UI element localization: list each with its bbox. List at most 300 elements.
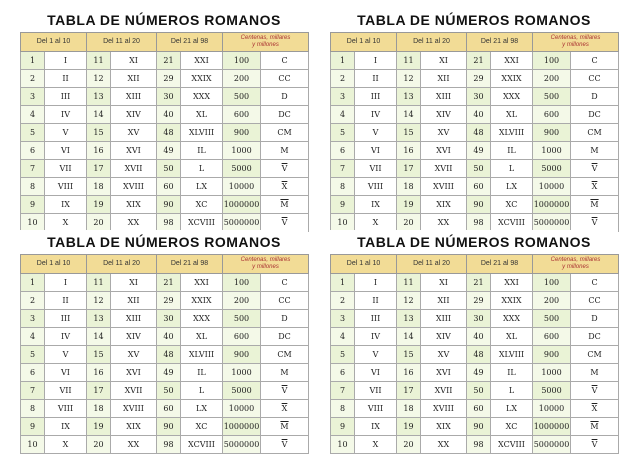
arabic-number-cell: 60 [157, 400, 181, 418]
arabic-number-cell: 8 [21, 400, 45, 418]
roman-numeral-cell: IL [181, 142, 223, 160]
arabic-number-cell: 9 [331, 418, 355, 436]
arabic-number-cell: 12 [397, 292, 421, 310]
roman-numeral-cell: XVII [111, 382, 157, 400]
arabic-number-cell: 12 [87, 292, 111, 310]
arabic-number-cell: 7 [21, 382, 45, 400]
roman-numeral-cell: LX [181, 400, 223, 418]
roman-numeral-cell: VI [45, 364, 87, 382]
roman-numeral-cell: XVII [421, 160, 467, 178]
arabic-number-cell: 10000 [223, 178, 261, 196]
arabic-number-cell: 19 [87, 418, 111, 436]
roman-numeral-cell: XVIII [421, 178, 467, 196]
roman-numeral-cell: II [45, 292, 87, 310]
arabic-number-cell: 21 [467, 52, 491, 70]
arabic-number-cell: 3 [21, 88, 45, 106]
table-row [331, 274, 619, 292]
roman-numeral-cell: D [261, 310, 309, 328]
roman-numeral-cell: XIV [111, 328, 157, 346]
arabic-number-cell: 10000 [533, 178, 571, 196]
arabic-number-cell: 98 [467, 436, 491, 454]
arabic-number-cell: 48 [157, 124, 181, 142]
roman-numeral-cell: LX [181, 178, 223, 196]
roman-numeral-cell: XCVIII [181, 214, 223, 232]
arabic-number-cell: 1000000 [533, 418, 571, 436]
arabic-number-cell: 1000000 [223, 196, 261, 214]
roman-numeral-cell: XV [421, 346, 467, 364]
arabic-number-cell: 500 [533, 310, 571, 328]
arabic-number-cell: 49 [157, 142, 181, 160]
header-row [331, 255, 619, 274]
header-row [21, 33, 309, 52]
table-row [21, 196, 309, 214]
roman-numeral-cell: VII [355, 160, 397, 178]
roman-numeral-cell: II [355, 70, 397, 88]
roman-numeral-cell: CM [571, 346, 619, 364]
table-row [21, 70, 309, 88]
roman-numeral-cell: CC [571, 292, 619, 310]
arabic-number-cell: 1000 [533, 364, 571, 382]
column-header [533, 255, 619, 274]
arabic-number-cell: 5 [331, 346, 355, 364]
arabic-number-cell: 200 [223, 292, 261, 310]
table-row [21, 52, 309, 70]
arabic-number-cell: 30 [157, 88, 181, 106]
table-row [21, 364, 309, 382]
table-row [331, 70, 619, 88]
roman-numeral-cell: XXI [491, 52, 533, 70]
table-row [21, 88, 309, 106]
roman-numeral-cell: XIII [111, 310, 157, 328]
table-row [21, 292, 309, 310]
roman-numerals-table [330, 254, 619, 454]
roman-numerals-table [330, 32, 619, 232]
roman-numeral-cell: XXX [491, 88, 533, 106]
arabic-number-cell: 12 [87, 70, 111, 88]
arabic-number-cell: 15 [397, 346, 421, 364]
column-header-line: Centenas, millares [240, 35, 291, 41]
column-header [533, 33, 619, 52]
roman-numeral-cell: XII [111, 292, 157, 310]
roman-numeral-cell: $\overline{X}$ [571, 178, 619, 196]
arabic-number-cell: 9 [21, 196, 45, 214]
arabic-number-cell: 60 [467, 400, 491, 418]
roman-numeral-cell: L [491, 160, 533, 178]
roman-numeral-cell: IX [45, 418, 87, 436]
column-header: Del 11 al 20 [87, 255, 157, 274]
roman-numeral-cell: IX [355, 196, 397, 214]
arabic-number-cell: 10000 [223, 400, 261, 418]
roman-numeral-cell: XX [111, 214, 157, 232]
roman-numeral-cell: XLVIII [181, 124, 223, 142]
arabic-number-cell: 19 [397, 196, 421, 214]
roman-numeral-cell: X [45, 214, 87, 232]
table-title: TABLA DE NÚMEROS ROMANOS [357, 12, 591, 28]
arabic-number-cell: 9 [21, 418, 45, 436]
roman-numeral-cell: CM [261, 124, 309, 142]
roman-numeral-cell: IX [45, 196, 87, 214]
arabic-number-cell: 10 [21, 436, 45, 454]
arabic-number-cell: 30 [467, 88, 491, 106]
roman-numeral-cell: $\overline{V}$ [261, 436, 309, 454]
arabic-number-cell: 11 [87, 274, 111, 292]
arabic-number-cell: 5000 [533, 160, 571, 178]
table-row [21, 274, 309, 292]
roman-numeral-cell: $\overline{M}$ [261, 418, 309, 436]
roman-table-bottom-left [20, 230, 308, 454]
arabic-number-cell: 98 [467, 214, 491, 232]
roman-numeral-cell: III [45, 310, 87, 328]
roman-numeral-cell: XX [421, 436, 467, 454]
roman-numeral-cell: VII [45, 382, 87, 400]
roman-numeral-cell: C [571, 52, 619, 70]
roman-numeral-cell: L [491, 382, 533, 400]
roman-numeral-cell: XV [111, 124, 157, 142]
arabic-number-cell: 18 [87, 178, 111, 196]
table-row [21, 124, 309, 142]
roman-numeral-cell: IL [491, 142, 533, 160]
roman-numeral-cell: XIX [421, 196, 467, 214]
arabic-number-cell: 500 [223, 310, 261, 328]
column-header-line: y millones [252, 42, 279, 48]
roman-numeral-cell: $\overline{M}$ [571, 196, 619, 214]
column-header [223, 33, 309, 52]
roman-numeral-cell: XXX [181, 310, 223, 328]
roman-numeral-cell: VII [45, 160, 87, 178]
roman-numeral-cell: XIX [111, 196, 157, 214]
roman-numeral-cell: DC [571, 106, 619, 124]
arabic-number-cell: 16 [87, 364, 111, 382]
table-row [331, 292, 619, 310]
roman-numeral-cell: DC [261, 106, 309, 124]
arabic-number-cell: 13 [397, 88, 421, 106]
roman-numeral-cell: $\overline{V}$ [571, 214, 619, 232]
roman-numeral-cell: IV [45, 328, 87, 346]
arabic-number-cell: 18 [397, 178, 421, 196]
roman-table-top-right [330, 8, 618, 232]
roman-numeral-cell: XC [491, 418, 533, 436]
arabic-number-cell: 1000000 [223, 418, 261, 436]
roman-numeral-cell: X [45, 436, 87, 454]
arabic-number-cell: 10 [21, 214, 45, 232]
arabic-number-cell: 900 [223, 124, 261, 142]
roman-numeral-cell: XVIII [111, 178, 157, 196]
arabic-number-cell: 200 [223, 70, 261, 88]
arabic-number-cell: 1 [331, 52, 355, 70]
arabic-number-cell: 50 [157, 382, 181, 400]
arabic-number-cell: 1000 [223, 364, 261, 382]
roman-numeral-cell: IV [355, 328, 397, 346]
column-header: Del 1 al 10 [331, 33, 397, 52]
arabic-number-cell: 5 [21, 124, 45, 142]
roman-numeral-cell: XI [421, 52, 467, 70]
roman-numeral-cell: XIX [111, 418, 157, 436]
column-header-line: Centenas, millares [550, 35, 601, 41]
arabic-number-cell: 10 [331, 436, 355, 454]
column-header: Del 21 al 98 [157, 33, 223, 52]
arabic-number-cell: 8 [331, 178, 355, 196]
arabic-number-cell: 40 [157, 328, 181, 346]
arabic-number-cell: 2 [331, 70, 355, 88]
table-row [331, 106, 619, 124]
roman-numeral-cell: XXIX [491, 70, 533, 88]
table-row [21, 214, 309, 232]
arabic-number-cell: 7 [21, 160, 45, 178]
roman-numeral-cell: C [261, 52, 309, 70]
roman-numeral-cell: $\overline{V}$ [571, 382, 619, 400]
arabic-number-cell: 5000000 [223, 214, 261, 232]
arabic-number-cell: 5 [21, 346, 45, 364]
roman-numeral-cell: XLVIII [181, 346, 223, 364]
roman-numeral-cell: $\overline{M}$ [261, 196, 309, 214]
arabic-number-cell: 21 [467, 274, 491, 292]
column-header-line: y millones [562, 42, 589, 48]
roman-numeral-cell: XII [421, 292, 467, 310]
table-title: TABLA DE NÚMEROS ROMANOS [47, 12, 281, 28]
table-title: TABLA DE NÚMEROS ROMANOS [47, 234, 281, 250]
arabic-number-cell: 500 [533, 88, 571, 106]
arabic-number-cell: 21 [157, 274, 181, 292]
roman-numeral-cell: XIII [421, 88, 467, 106]
column-header: Del 21 al 98 [157, 255, 223, 274]
arabic-number-cell: 21 [157, 52, 181, 70]
roman-numeral-cell: XIX [421, 418, 467, 436]
roman-numeral-cell: $\overline{V}$ [571, 436, 619, 454]
roman-numeral-cell: XL [491, 106, 533, 124]
roman-numeral-cell: XCVIII [491, 436, 533, 454]
table-row [331, 196, 619, 214]
arabic-number-cell: 600 [223, 328, 261, 346]
arabic-number-cell: 98 [157, 214, 181, 232]
roman-numeral-cell: XIV [421, 106, 467, 124]
roman-numeral-cell: XCVIII [491, 214, 533, 232]
arabic-number-cell: 14 [87, 328, 111, 346]
arabic-number-cell: 60 [157, 178, 181, 196]
arabic-number-cell: 90 [467, 196, 491, 214]
roman-numeral-cell: $\overline{X}$ [261, 178, 309, 196]
arabic-number-cell: 1000 [533, 142, 571, 160]
arabic-number-cell: 200 [533, 292, 571, 310]
roman-numeral-cell: XI [111, 274, 157, 292]
arabic-number-cell: 5000 [223, 160, 261, 178]
arabic-number-cell: 1 [21, 52, 45, 70]
table-title: TABLA DE NÚMEROS ROMANOS [357, 234, 591, 250]
header-row [21, 255, 309, 274]
roman-numeral-cell: XL [181, 106, 223, 124]
arabic-number-cell: 17 [87, 160, 111, 178]
roman-numeral-cell: XXI [181, 274, 223, 292]
roman-numeral-cell: XIV [421, 328, 467, 346]
arabic-number-cell: 4 [331, 328, 355, 346]
column-header: Del 1 al 10 [21, 33, 87, 52]
arabic-number-cell: 19 [87, 196, 111, 214]
roman-numeral-cell: M [571, 364, 619, 382]
arabic-number-cell: 48 [157, 346, 181, 364]
roman-numeral-cell: XIII [421, 310, 467, 328]
roman-numeral-cell: I [355, 274, 397, 292]
roman-numeral-cell: VII [355, 382, 397, 400]
arabic-number-cell: 17 [397, 382, 421, 400]
roman-numeral-cell: CC [261, 292, 309, 310]
roman-numeral-cell: M [571, 142, 619, 160]
arabic-number-cell: 11 [397, 52, 421, 70]
roman-numeral-cell: VI [355, 364, 397, 382]
table-row [21, 418, 309, 436]
roman-numeral-cell: $\overline{V}$ [261, 160, 309, 178]
roman-numeral-cell: III [45, 88, 87, 106]
roman-numeral-cell: XVII [111, 160, 157, 178]
roman-numeral-cell: DC [261, 328, 309, 346]
roman-numeral-cell: XVI [421, 142, 467, 160]
roman-numeral-cell: XX [421, 214, 467, 232]
roman-numeral-cell: II [45, 70, 87, 88]
table-row [331, 418, 619, 436]
arabic-number-cell: 50 [467, 382, 491, 400]
roman-numeral-cell: CM [571, 124, 619, 142]
arabic-number-cell: 2 [21, 292, 45, 310]
table-row [331, 364, 619, 382]
roman-numeral-cell: X [355, 214, 397, 232]
roman-numeral-cell: XL [491, 328, 533, 346]
arabic-number-cell: 5 [331, 124, 355, 142]
column-header: Del 1 al 10 [331, 255, 397, 274]
arabic-number-cell: 11 [87, 52, 111, 70]
arabic-number-cell: 50 [157, 160, 181, 178]
arabic-number-cell: 13 [87, 310, 111, 328]
arabic-number-cell: 16 [397, 142, 421, 160]
arabic-number-cell: 49 [157, 364, 181, 382]
arabic-number-cell: 17 [397, 160, 421, 178]
arabic-number-cell: 900 [223, 346, 261, 364]
roman-numeral-cell: $\overline{X}$ [261, 400, 309, 418]
table-row [21, 106, 309, 124]
roman-numeral-cell: VI [355, 142, 397, 160]
arabic-number-cell: 20 [397, 436, 421, 454]
roman-numeral-cell: VIII [355, 400, 397, 418]
table-row [331, 178, 619, 196]
column-header: Del 21 al 98 [467, 33, 533, 52]
roman-numeral-cell: XVI [421, 364, 467, 382]
arabic-number-cell: 9 [331, 196, 355, 214]
arabic-number-cell: 5000000 [533, 436, 571, 454]
roman-numeral-cell: XIII [111, 88, 157, 106]
arabic-number-cell: 40 [467, 106, 491, 124]
table-row [331, 52, 619, 70]
arabic-number-cell: 49 [467, 364, 491, 382]
arabic-number-cell: 3 [331, 88, 355, 106]
roman-numeral-cell: VI [45, 142, 87, 160]
roman-numeral-cell: D [261, 88, 309, 106]
roman-numeral-cell: D [571, 310, 619, 328]
column-header-line: Centenas, millares [240, 257, 291, 263]
roman-numeral-cell: IL [491, 364, 533, 382]
roman-table-top-left [20, 8, 308, 232]
arabic-number-cell: 5000 [533, 382, 571, 400]
arabic-number-cell: 15 [87, 124, 111, 142]
column-header: Del 11 al 20 [397, 33, 467, 52]
table-row [21, 346, 309, 364]
arabic-number-cell: 2 [331, 292, 355, 310]
arabic-number-cell: 2 [21, 70, 45, 88]
arabic-number-cell: 40 [467, 328, 491, 346]
roman-numeral-cell: VIII [45, 400, 87, 418]
arabic-number-cell: 6 [331, 364, 355, 382]
roman-numeral-cell: M [261, 364, 309, 382]
arabic-number-cell: 6 [21, 142, 45, 160]
roman-numeral-cell: XXI [181, 52, 223, 70]
table-row [331, 346, 619, 364]
arabic-number-cell: 8 [21, 178, 45, 196]
arabic-number-cell: 49 [467, 142, 491, 160]
arabic-number-cell: 5000000 [533, 214, 571, 232]
roman-numeral-cell: XIV [111, 106, 157, 124]
arabic-number-cell: 900 [533, 346, 571, 364]
arabic-number-cell: 600 [533, 328, 571, 346]
roman-numeral-cell: VIII [355, 178, 397, 196]
roman-numeral-cell: I [355, 52, 397, 70]
roman-numerals-table [20, 32, 309, 232]
arabic-number-cell: 900 [533, 124, 571, 142]
arabic-number-cell: 10 [331, 214, 355, 232]
arabic-number-cell: 50 [467, 160, 491, 178]
roman-numeral-cell: XI [111, 52, 157, 70]
roman-numeral-cell: XII [421, 70, 467, 88]
roman-numeral-cell: II [355, 292, 397, 310]
header-row [331, 33, 619, 52]
arabic-number-cell: 20 [87, 214, 111, 232]
arabic-number-cell: 14 [397, 106, 421, 124]
arabic-number-cell: 16 [397, 364, 421, 382]
arabic-number-cell: 29 [157, 70, 181, 88]
arabic-number-cell: 19 [397, 418, 421, 436]
roman-numeral-cell: XC [181, 418, 223, 436]
roman-table-bottom-right [330, 230, 618, 454]
roman-numeral-cell: XCVIII [181, 436, 223, 454]
roman-numeral-cell: L [181, 382, 223, 400]
arabic-number-cell: 15 [87, 346, 111, 364]
table-row [331, 124, 619, 142]
arabic-number-cell: 13 [397, 310, 421, 328]
column-header: Del 1 al 10 [21, 255, 87, 274]
arabic-number-cell: 48 [467, 346, 491, 364]
roman-numeral-cell: $\overline{V}$ [261, 214, 309, 232]
roman-numeral-cell: D [571, 88, 619, 106]
arabic-number-cell: 200 [533, 70, 571, 88]
table-row [331, 382, 619, 400]
column-header-line: y millones [562, 264, 589, 270]
arabic-number-cell: 1000000 [533, 196, 571, 214]
arabic-number-cell: 29 [467, 70, 491, 88]
roman-numeral-cell: III [355, 88, 397, 106]
roman-numeral-cell: XLVIII [491, 346, 533, 364]
arabic-number-cell: 18 [87, 400, 111, 418]
roman-numeral-cell: $\overline{V}$ [261, 382, 309, 400]
roman-numeral-cell: CM [261, 346, 309, 364]
arabic-number-cell: 10000 [533, 400, 571, 418]
arabic-number-cell: 30 [157, 310, 181, 328]
table-row [21, 178, 309, 196]
roman-numeral-cell: CC [261, 70, 309, 88]
roman-numeral-cell: IX [355, 418, 397, 436]
table-row [21, 310, 309, 328]
roman-numeral-cell: C [571, 274, 619, 292]
roman-numeral-cell: XV [111, 346, 157, 364]
roman-numeral-cell: IV [45, 106, 87, 124]
arabic-number-cell: 5000 [223, 382, 261, 400]
roman-numeral-cell: XXI [491, 274, 533, 292]
arabic-number-cell: 7 [331, 382, 355, 400]
roman-numeral-cell: XX [111, 436, 157, 454]
